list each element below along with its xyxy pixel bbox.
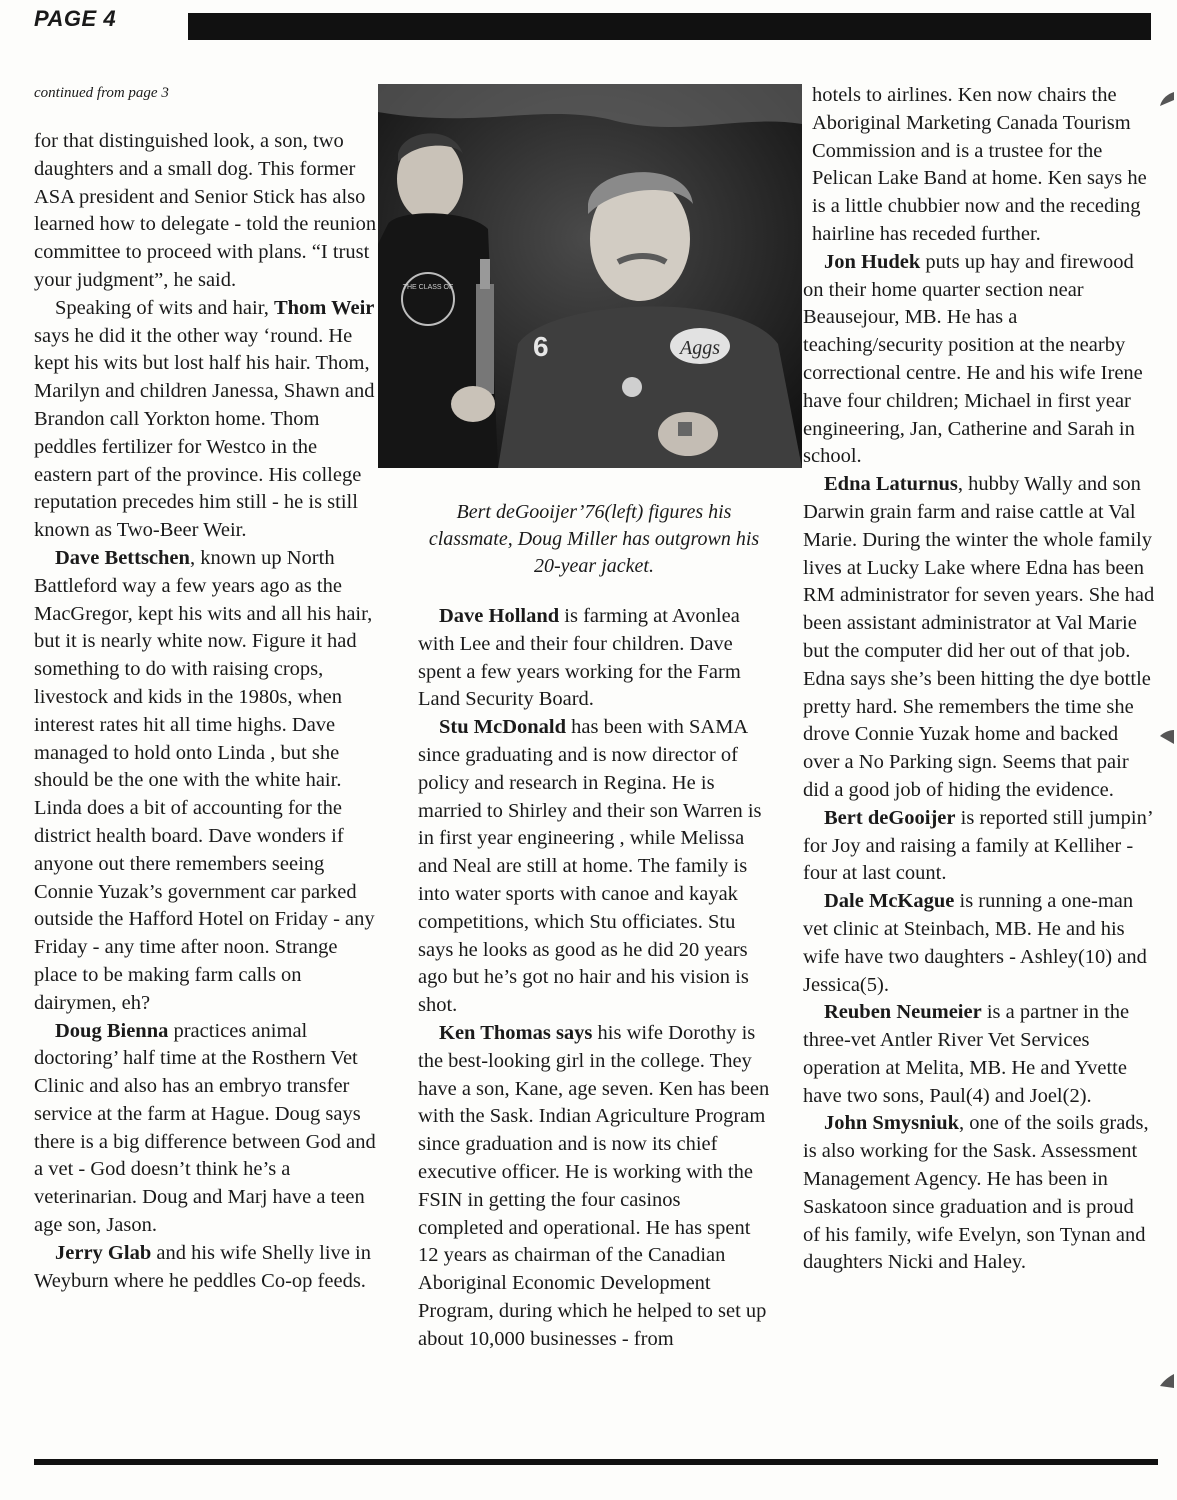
paragraph: John Smysniuk, one of the soils grads, is also working for the Sask. Assessment Management Agency. He has been in Saskatoon since graduation and is proud of his family, wife Evelyn, son Tynan and daughters Nicki and Haley. <box>803 1112 1149 1274</box>
photo-illustration <box>378 84 802 468</box>
person-name: Doug Bienna <box>55 1019 169 1042</box>
sleeve-numeral: 6 <box>533 331 549 362</box>
paragraph: Dave Holland is farming at Avonlea with Lee and their four children. Dave spent a few years working for the Farm Land Security Board. <box>418 605 741 711</box>
paragraph: Speaking of wits and hair, Thom Weir says he did it the other way ‘round. He kept his wits but lost half his hair. Thom, Marilyn and children Janessa, Shawn and Brandon call Yorkton home. Thom peddles fertilizer for Westco in the eastern part of the province. His college reputation precedes him still - he is still known as Two-Beer Weir. <box>34 296 375 542</box>
paragraph: Reuben Neumeier is a partner in the three-vet Antler River Vet Services operation at Melita, MB. He and Yvette have two sons, Paul(4) and Joel(2). <box>803 1001 1130 1107</box>
scan-edge-mark <box>1160 1374 1174 1388</box>
shirt-print-text: THE CLASS OF <box>402 284 454 291</box>
person-name: Ken Thomas says <box>439 1021 593 1044</box>
paragraph: hotels to airlines. Ken now chairs the Aboriginal Marketing Canada Tourism Commission and is a trustee for the Pelican Lake Band at home. Ken says he is a little chubbier now and the receding hairline has receded further. <box>812 84 1147 245</box>
person-name: Dale McKague <box>824 890 955 913</box>
paragraph: Jon Hudek puts up hay and firewood on their home quarter section near Beausejour, MB. He has a teaching/security position at the nearby correctional centre. He and his wife Irene have four children; Michael in first year engineering, Jan, Catherine and Sarah in school. <box>803 250 1143 468</box>
paragraph: Stu McDonald has been with SAMA since graduating and is now director of policy and research in Regina. He is married to Shirley and their son Warren is in first year engineering , while Melissa and Neal are still at home. The family is into water sports with canoe and kayak competitions, which Stu officiates. Stu says he looks as good as he did 20 years ago but he’s got no hair and his vision is shot. <box>418 716 762 1017</box>
person-name: Jon Hudek <box>824 250 921 273</box>
article-column-3 <box>803 82 1155 1277</box>
paragraph: Bert deGooijer is reported still jumpin’ for Joy and raising a family at Kelliher - four at last count. <box>803 806 1153 885</box>
paragraph: Ken Thomas says his wife Dorothy is the best-looking girl in the college. They have a son, Kane, age seven. Ken has been with the Sask. Indian Agriculture Program since graduation and is now its chief executive officer. He is working with the FSIN in getting the four casinos completed and operational. He has spent 12 years as chairman of the Canadian Aboriginal Economic Development Program, during which he helped to set up about 10,000 businesses - from <box>418 1021 770 1350</box>
paragraph: Dale McKague is running a one-man vet clinic at Steinbach, MB. He and his wife have two daughters - Ashley(10) and Jessica(5). <box>803 890 1147 996</box>
jacket-lettering: Aggs <box>680 337 720 359</box>
news-photo <box>378 84 802 468</box>
article-column-2 <box>418 603 770 1354</box>
person-name: Bert deGooijer <box>824 806 956 829</box>
person-name: Dave Holland <box>439 605 560 627</box>
scan-edge-mark <box>1160 730 1174 744</box>
continued-note: continued from page 3 <box>34 85 169 101</box>
person-name: Dave Bettschen <box>55 546 190 569</box>
paragraph: Dave Bettschen, known up North Battleford way a few years ago as the MacGregor, kept his wits and all his hair, but it is nearly white now. Figure it had something to do with raising crops, livestock and kids in the 1980s, when interest rates hit all time highs. Dave managed to hold onto Linda , but she should be the one with the white hair. Linda does a bit of accounting for the district health board. Dave wonders if anyone out there remembers seeing Connie Yuzak’s government car parked outside the Hafford Hotel on Friday - any Friday - any time after noon. Strange place to be making farm calls on dairymen, eh? <box>34 546 375 1014</box>
photo-caption: Bert deGooijer’76(left) figures his classmate, Doug Miller has outgrown his 20-year jacket. <box>428 501 760 577</box>
header-bar <box>188 13 1151 40</box>
paragraph: Jerry Glab and his wife Shelly live in Weyburn where he peddles Co-op feeds. <box>34 1241 371 1292</box>
page-number-label: PAGE 4 <box>34 6 117 31</box>
article-column-1 <box>34 128 379 1295</box>
person-name: Reuben Neumeier <box>824 1001 982 1024</box>
person-name: Thom Weir <box>273 296 375 319</box>
paragraph: Edna Laturnus, hubby Wally and son Darwin grain farm and raise cattle at Val Marie. During the winter the whole family lives at Lucky Lake where Edna has been RM administrator for seven years. She had been assistant administrator at Val Marie but the computer did her out of that job. Edna says she’s been hitting the dye bottle pretty hard. She remembers the time she drove Connie Yuzak home and backed over a No Parking sign. Seems that pair did a good job of hiding the evidence. <box>803 473 1155 801</box>
person-name: Edna Laturnus <box>824 473 958 496</box>
footer-rule <box>34 1459 1158 1465</box>
person-name: John Smysniuk <box>824 1112 960 1135</box>
paragraph: Doug Bienna practices animal doctoring’ half time at the Rosthern Vet Clinic and also has an embryo transfer service at the farm at Hague. Doug says there is a big difference between God and a vet - God doesn’t think he’s a veterinarian. Doug and Marj have a teen age son, Jason. <box>34 1019 376 1237</box>
person-name: Stu McDonald <box>439 716 567 739</box>
scan-edge-mark <box>1160 92 1174 106</box>
person-name: Jerry Glab <box>55 1241 152 1264</box>
paragraph: for that distinguished look, a son, two daughters and a small dog. This former ASA president and Senior Stick has also learned how to delegate - told the reunion committee to proceed with plans. “I trust your judgment”, he said. <box>34 130 377 291</box>
